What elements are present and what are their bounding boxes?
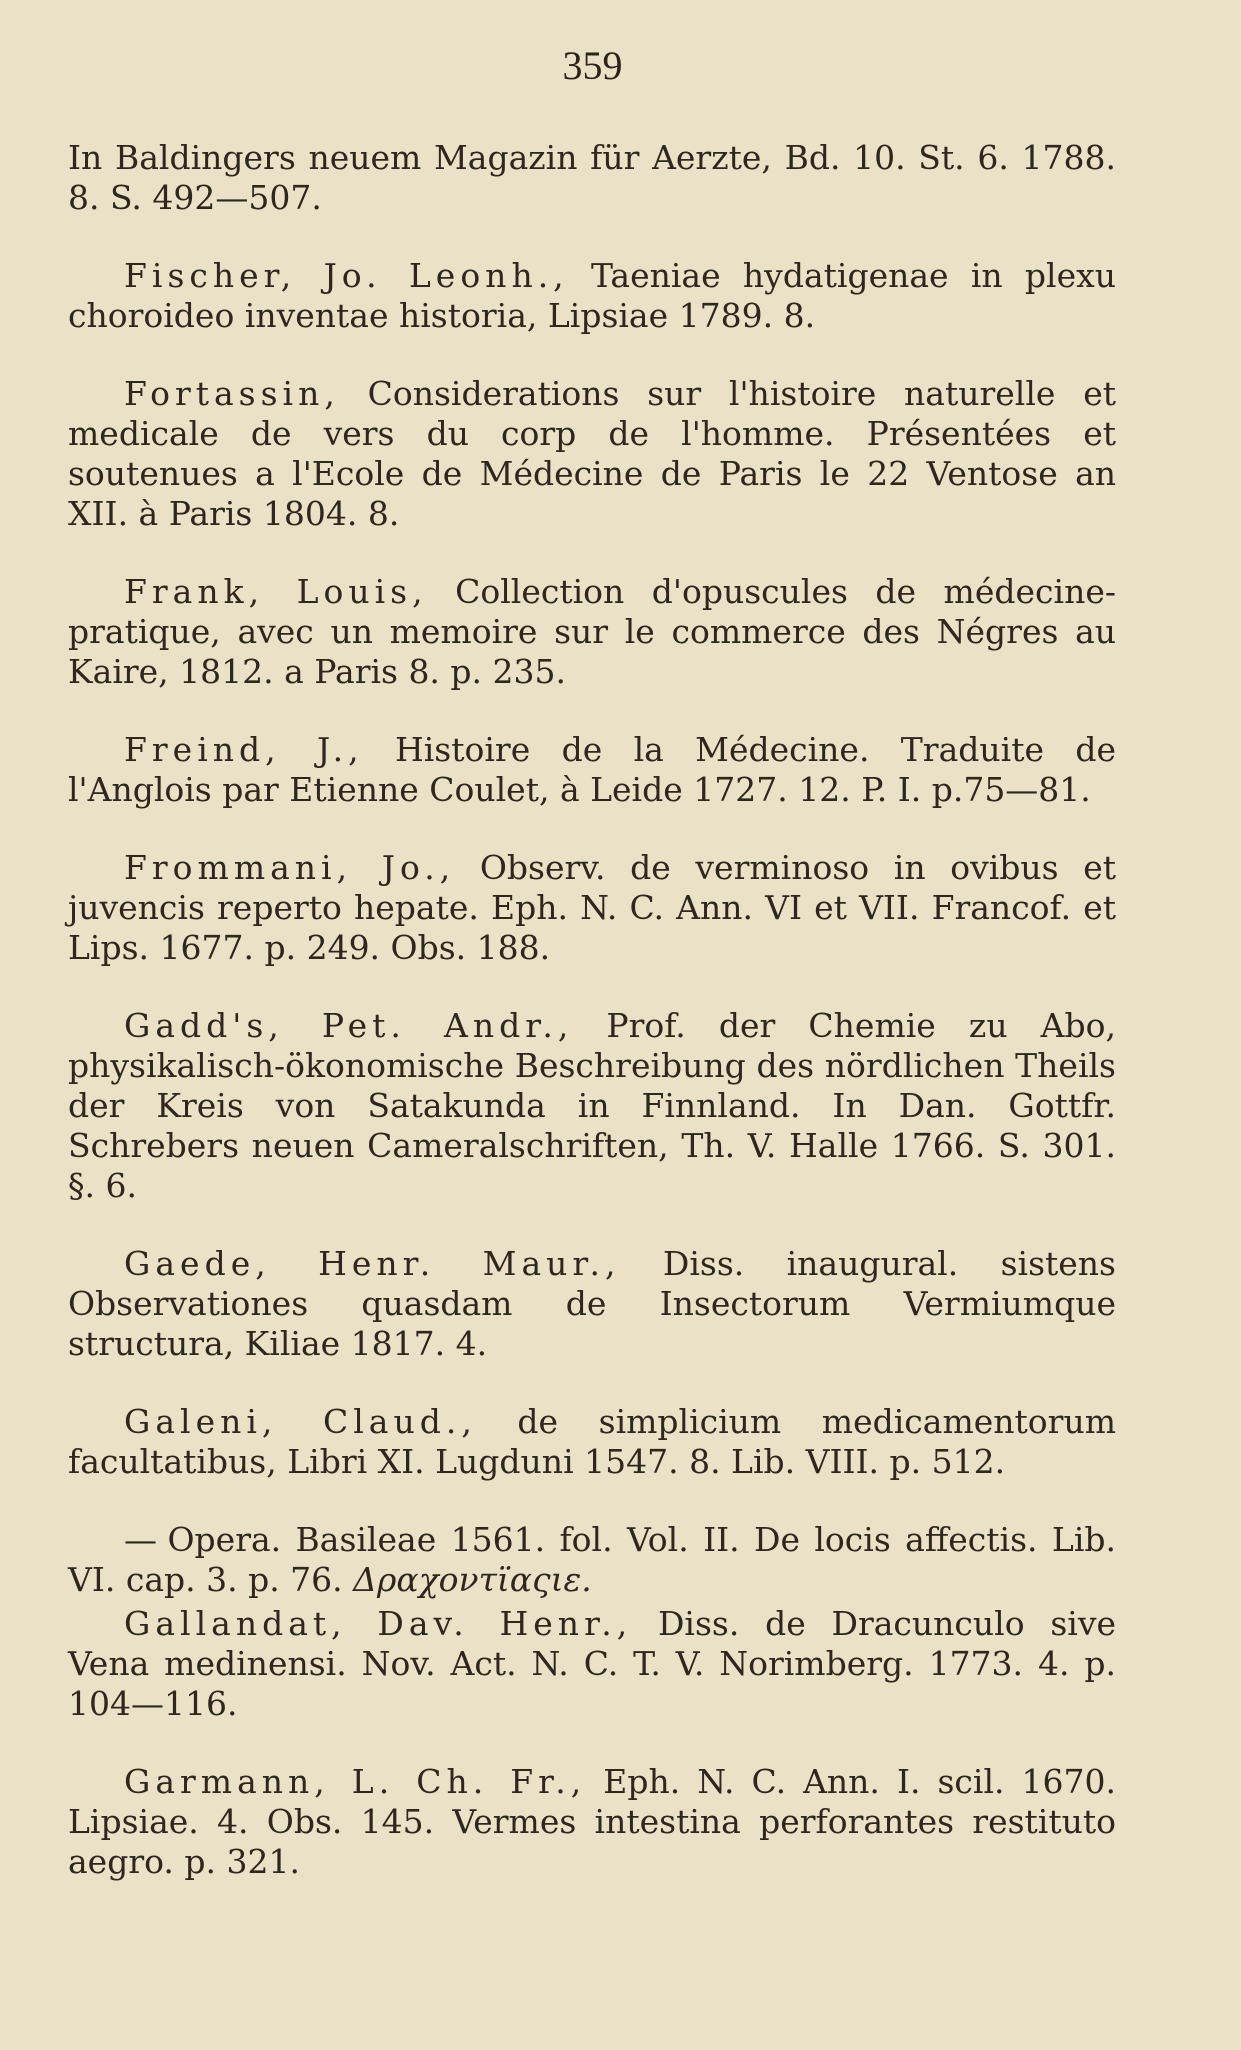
entry-text: Basileae 1561. fol. Vol. II. De locis affectis. Lib. VI. cap. 3. p. 76. (68, 1520, 1116, 1599)
entry-author: Frank, Louis, (124, 572, 428, 611)
entry-author: Gaede, Henr. Maur., (124, 1244, 621, 1283)
entry-text: Prof. der Chemie zu Abo, physikalisch-ökonomische Beschreibung des nördlichen Theils der Kreis von Satakunda in Finnland. In Dan. Gottfr. Schrebers neuen Cameralschriften, Th. V. Halle 1766. S. 301. §. 6. (68, 1006, 1116, 1205)
entry-author: Gallandat, Dav. Henr., (124, 1604, 633, 1643)
bibliography-entry (68, 138, 1116, 218)
bibliography-entry (68, 730, 1116, 810)
entry-text: Collection d'opuscules de médecine-pratique, avec un memoire sur le commerce des Négres au Kaire, 1812. a Paris 8. p. 235. (68, 572, 1116, 691)
entry-text: Diss. de Dracunculo sive Vena medinensi. Nov. Act. N. C. T. V. Norimberg. 1773. 4. p. 104—116. (68, 1604, 1117, 1723)
bibliography-entry (68, 1762, 1116, 1882)
bibliography-entry (68, 848, 1116, 968)
entry-author: Fortassin, (124, 374, 340, 413)
bibliography-entry (68, 1520, 1116, 1600)
entry-text: In Baldingers neuem Magazin für Aerzte, Bd. 10. St. 6. 1788. 8. S. 492—507. (68, 138, 1116, 217)
entry-text: Taeniae hydatigenae in plexu choroideo inventae historia, Lipsiae 1789. 8. (68, 256, 1117, 335)
bibliography-entry (68, 1006, 1116, 1206)
entry-continuation: — Opera. (124, 1520, 282, 1559)
bibliography-list (68, 138, 1116, 1920)
entry-text: Eph. N. C. Ann. I. scil. 1670. Lipsiae. 4. Obs. 145. Vermes intestina perforantes restituto aegro. p. 321. (68, 1762, 1116, 1881)
entry-author: Frommani, Jo., (124, 848, 456, 887)
entry-text: Observ. de verminoso in ovibus et juvencis reperto hepate. Eph. N. C. Ann. VI et VII. Francof. et Lips. 1677. p. 249. Obs. 188. (68, 848, 1116, 967)
entry-text: Histoire de la Médecine. Traduite de l'Anglois par Etienne Coulet, à Leide 1727. 12. P. I. p.75—81. (68, 730, 1116, 809)
bibliography-entry (68, 256, 1116, 336)
entry-text: de simplicium medicamentorum facultatibus, Libri XI. Lugduni 1547. 8. Lib. VIII. p. 512. (68, 1402, 1116, 1481)
bibliography-entry (68, 1604, 1116, 1724)
entry-greek-text: Δραχοντϊαςιε. (353, 1560, 592, 1599)
entry-author: Fischer, Jo. Leonh., (124, 256, 569, 295)
entry-author: Freind, J., (124, 730, 364, 769)
entry-text: Diss. inaugural. sistens Observationes quasdam de Insectorum Vermiumque structura, Kiliae 1817. 4. (68, 1244, 1116, 1363)
entry-text: Considerations sur l'histoire naturelle et medicale de vers du corp de l'homme. Présentées et soutenues a l'Ecole de Médecine de Paris le 22 Ventose an XII. à Paris 1804. 8. (68, 374, 1116, 533)
entry-author: Gadd's, Pet. Andr., (124, 1006, 574, 1045)
bibliography-entry (68, 572, 1116, 692)
page-number: 359 (562, 43, 623, 88)
entry-author: Garmann, L. Ch. Fr., (124, 1762, 587, 1801)
entry-author: Galeni, Claud., (124, 1402, 477, 1441)
bibliography-entry (68, 1244, 1116, 1364)
bibliography-entry (68, 1402, 1116, 1482)
bibliography-entry (68, 374, 1116, 534)
